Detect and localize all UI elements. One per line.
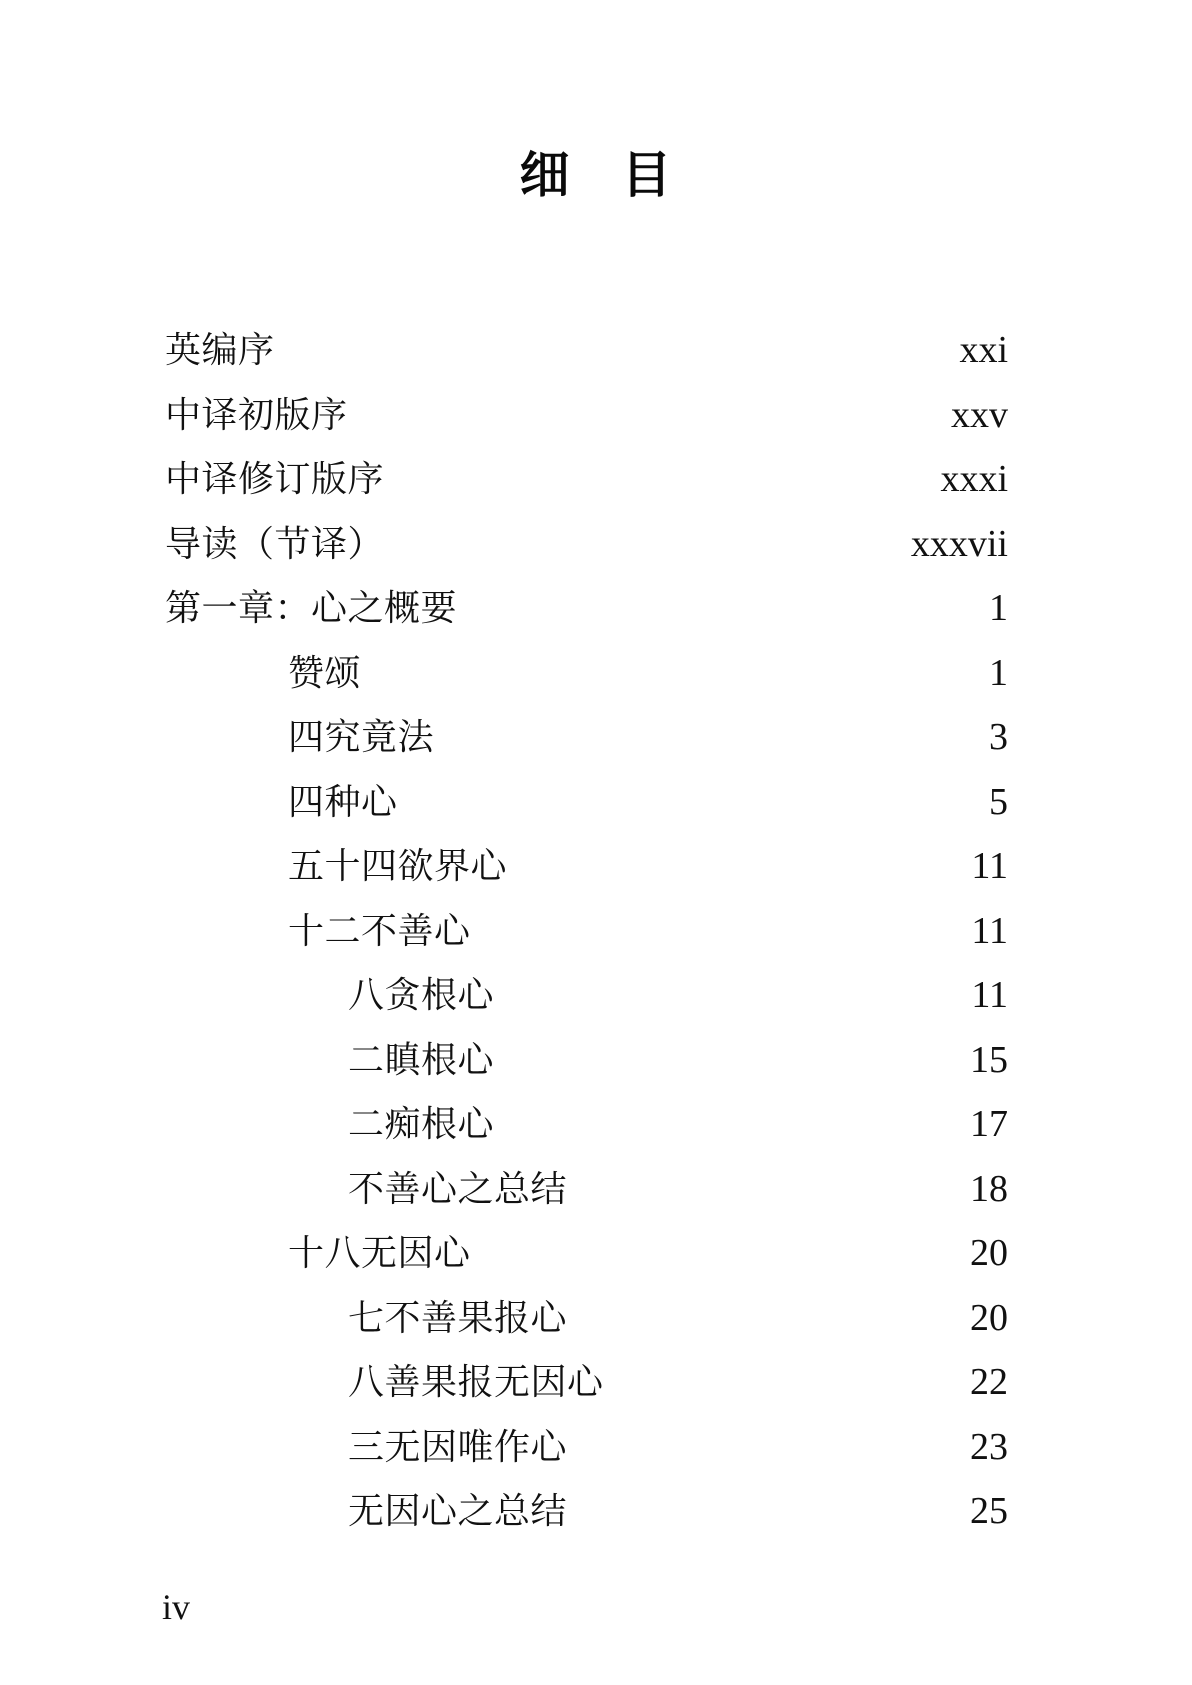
toc-entry — [165, 963, 1008, 1028]
toc-entry-label: 八善果报无因心 — [348, 1362, 604, 1403]
toc-entry-label: 四种心 — [288, 781, 398, 822]
toc-entry-label: 不善心之总结 — [348, 1168, 568, 1209]
toc-entry-label: 四究竟法 — [288, 717, 435, 758]
toc-entry-page-number: 25 — [970, 1490, 1008, 1533]
toc-entry-page-number: 17 — [970, 1103, 1008, 1146]
toc-entry-page-number: 1 — [989, 587, 1008, 630]
toc-entry-page-number: xxxvii — [910, 522, 1008, 565]
toc-entry-label: 八贪根心 — [348, 975, 495, 1016]
toc-entry-page-number: 11 — [971, 909, 1008, 952]
toc-entry-label: 英编序 — [165, 330, 275, 371]
toc-entry — [165, 1092, 1008, 1157]
toc-entry-label: 十八无因心 — [288, 1233, 471, 1274]
toc-entry — [165, 512, 1008, 577]
toc-entry — [165, 770, 1008, 835]
toc-entry-page-number: 11 — [971, 845, 1008, 888]
toc-entry-label: 二痴根心 — [348, 1104, 495, 1145]
toc-entry-page-number: 11 — [971, 974, 1008, 1017]
toc-entry-page-number: 22 — [970, 1361, 1008, 1404]
toc-entry-label: 七不善果报心 — [348, 1297, 568, 1338]
toc-entry-page-number: xxxi — [940, 458, 1008, 501]
toc-entry-page-number: 15 — [970, 1038, 1008, 1081]
toc-entry — [165, 641, 1008, 706]
toc-entry-page-number: 1 — [989, 651, 1008, 694]
page-number: iv — [162, 1587, 191, 1627]
toc-entry — [165, 1028, 1008, 1093]
toc-entry — [165, 383, 1008, 448]
toc-entry — [165, 1221, 1008, 1286]
table-of-contents — [165, 318, 1008, 1544]
toc-entry-label: 三无因唯作心 — [348, 1426, 568, 1467]
toc-entry — [165, 1157, 1008, 1222]
toc-entry-page-number: xxv — [951, 393, 1008, 436]
toc-entry — [165, 447, 1008, 512]
toc-entry-label: 十二不善心 — [288, 910, 471, 951]
toc-entry-page-number: 18 — [970, 1167, 1008, 1210]
toc-entry-page-number: 23 — [970, 1425, 1008, 1468]
toc-entry-label: 中译初版序 — [165, 394, 348, 435]
toc-entry-label: 无因心之总结 — [348, 1491, 568, 1532]
toc-entry-label: 中译修订版序 — [165, 459, 385, 500]
toc-entry — [165, 318, 1008, 383]
toc-entry — [165, 705, 1008, 770]
toc-entry-label: 二瞋根心 — [348, 1039, 495, 1080]
toc-entry-label: 赞颂 — [288, 652, 362, 693]
toc-entry — [165, 1286, 1008, 1351]
toc-entry — [165, 899, 1008, 964]
toc-entry-page-number: 3 — [989, 716, 1008, 759]
toc-entry — [165, 1415, 1008, 1480]
toc-entry-label: 导读（节译） — [165, 523, 385, 564]
toc-entry — [165, 1479, 1008, 1544]
toc-entry-page-number: xxi — [959, 329, 1008, 372]
toc-entry-label: 五十四欲界心 — [288, 846, 508, 887]
toc-entry — [165, 576, 1008, 641]
page-title: 细 目 — [519, 146, 673, 204]
toc-entry-page-number: 20 — [970, 1232, 1008, 1275]
toc-entry — [165, 834, 1008, 899]
toc-entry-page-number: 20 — [970, 1296, 1008, 1339]
toc-entry-label: 第一章：心之概要 — [165, 588, 458, 629]
toc-entry-page-number: 5 — [989, 780, 1008, 823]
toc-entry — [165, 1350, 1008, 1415]
